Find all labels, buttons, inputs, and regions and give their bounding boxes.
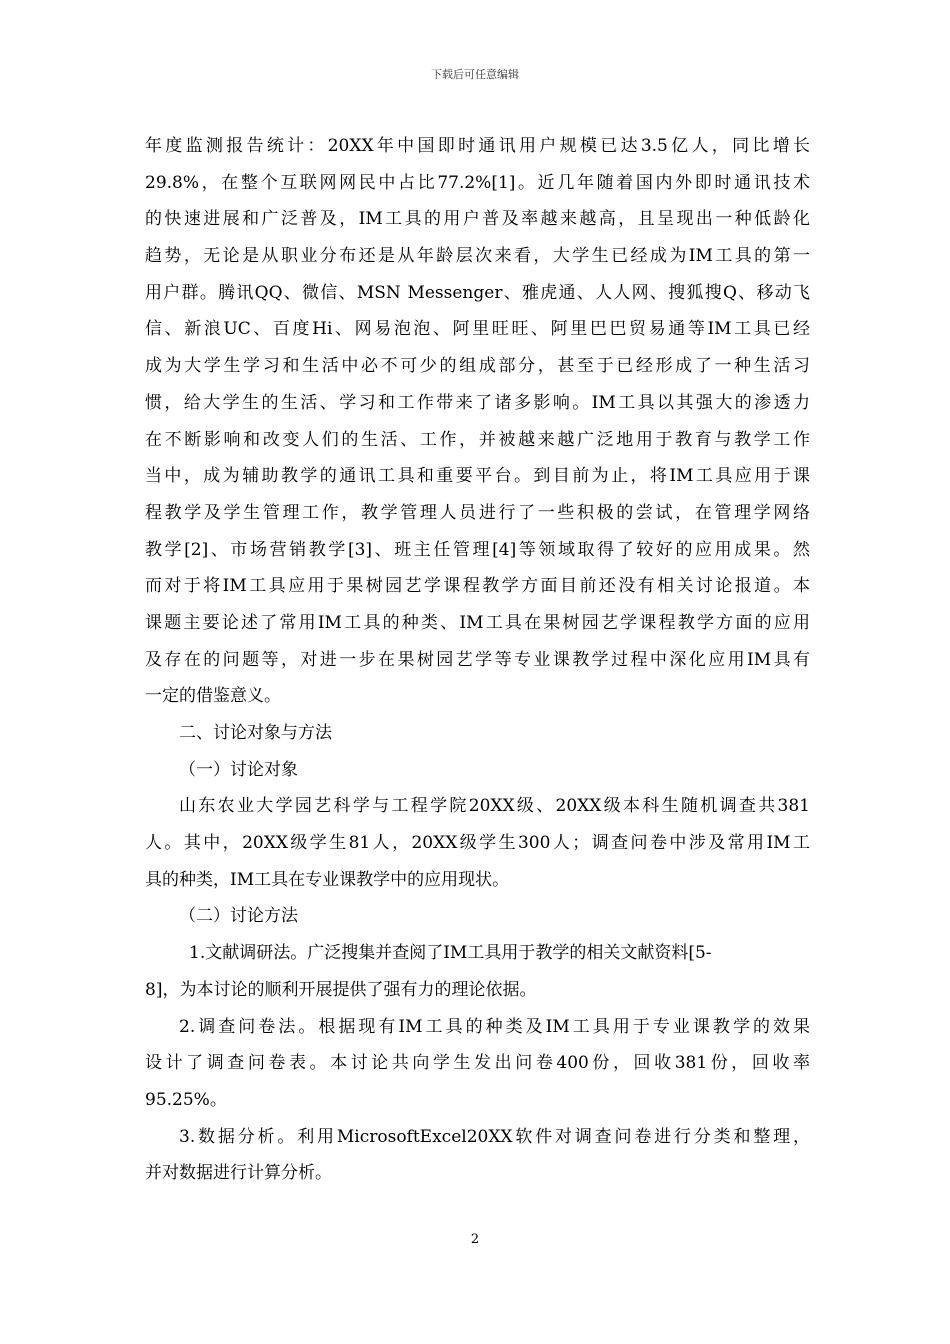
text-line: 一定的借鉴意义。 xyxy=(145,686,281,707)
text-line: （一）讨论对象 xyxy=(179,759,298,780)
text-line: 在不断影响和改变人们的生活、工作，并被越来越广泛地用于教育与教学工作 xyxy=(145,429,810,450)
text-line: 惯，给大学生的生活、学习和工作带来了诸多影响。IM工具以其强大的渗透力 xyxy=(145,392,810,413)
text-line: 年度监测报告统计：20XX年中国即时通讯用户规模已达3.5亿人，同比增长 xyxy=(145,136,810,156)
text-line: 并对数据进行计算分析。 xyxy=(145,1163,332,1184)
page-number: 2 xyxy=(470,1232,480,1247)
text-line: 人。其中，20XX级学生81人，20XX级学生300人；调查问卷中涉及常用IM工 xyxy=(145,833,810,854)
text-line: 95.25%。 xyxy=(145,1089,227,1110)
text-line: 山东农业大学园艺科学与工程学院20XX级、20XX级本科生随机调查共381 xyxy=(179,796,810,817)
text-line: 3.数据分析。利用MicrosoftExcel20XX软件对调查问卷进行分类和整理， xyxy=(179,1126,810,1147)
text-line: 的快速进展和广泛普及，IM工具的用户普及率越来越高，且呈现出一种低龄化 xyxy=(145,209,810,230)
text-line: 2.调查问卷法。根据现有IM工具的种类及IM工具用于专业课教学的效果 xyxy=(179,1016,810,1037)
text-line: 设计了调查问卷表。本讨论共向学生发出问卷400份，回收381份，回收率 xyxy=(145,1053,810,1074)
text-line: 成为大学生学习和生活中必不可少的组成部分，甚至于已经形成了一种生活习 xyxy=(145,356,810,377)
text-line: （二）讨论方法 xyxy=(179,906,298,927)
text-line: 课题主要论述了常用IM工具的种类、IM工具在果树园艺学课程教学方面的应用 xyxy=(145,612,810,633)
text-line: 教学[2]、市场营销教学[3]、班主任管理[4]等领域取得了较好的应用成果。然 xyxy=(145,539,810,560)
text-line: 信、新浪UC、百度Hi、网易泡泡、阿里旺旺、阿里巴巴贸易通等IM工具已经 xyxy=(145,319,810,340)
text-line: 二、讨论对象与方法 xyxy=(179,723,332,743)
page-header: 下载后可任意编辑 xyxy=(431,68,519,81)
text-line: 及存在的问题等，对进一步在果树园艺学等专业课教学过程中深化应用IM具有 xyxy=(145,649,810,670)
text-line: 8]，为本讨论的顺利开展提供了强有力的理论依据。 xyxy=(145,979,537,1000)
text-line: 趋势，无论是从职业分布还是从年龄层次来看，大学生已经成为IM工具的第一 xyxy=(145,246,810,267)
text-line: 当中，成为辅助教学的通讯工具和重要平台。到目前为止，将IM工具应用于课 xyxy=(145,466,810,487)
text-line: 用户群。腾讯QQ、微信、MSN Messenger、雅虎通、人人网、搜狐搜Q、移动飞 xyxy=(145,282,810,303)
document-body xyxy=(145,128,810,1192)
text-line: 1.文献调研法。广泛搜集并查阅了IM工具用于教学的相关文献资料[5- xyxy=(189,943,712,964)
text-line: 29.8%，在整个互联网网民中占比77.2%[1]。近几年随着国内外即时通讯技术 xyxy=(145,172,810,193)
text-line: 具的种类，IM工具在专业课教学中的应用现状。 xyxy=(145,869,510,890)
text-line: 而对于将IM工具应用于果树园艺学课程教学方面目前还没有相关讨论报道。本 xyxy=(145,576,810,597)
text-line: 程教学及学生管理工作，教学管理人员进行了一些积极的尝试，在管理学网络 xyxy=(145,502,810,523)
